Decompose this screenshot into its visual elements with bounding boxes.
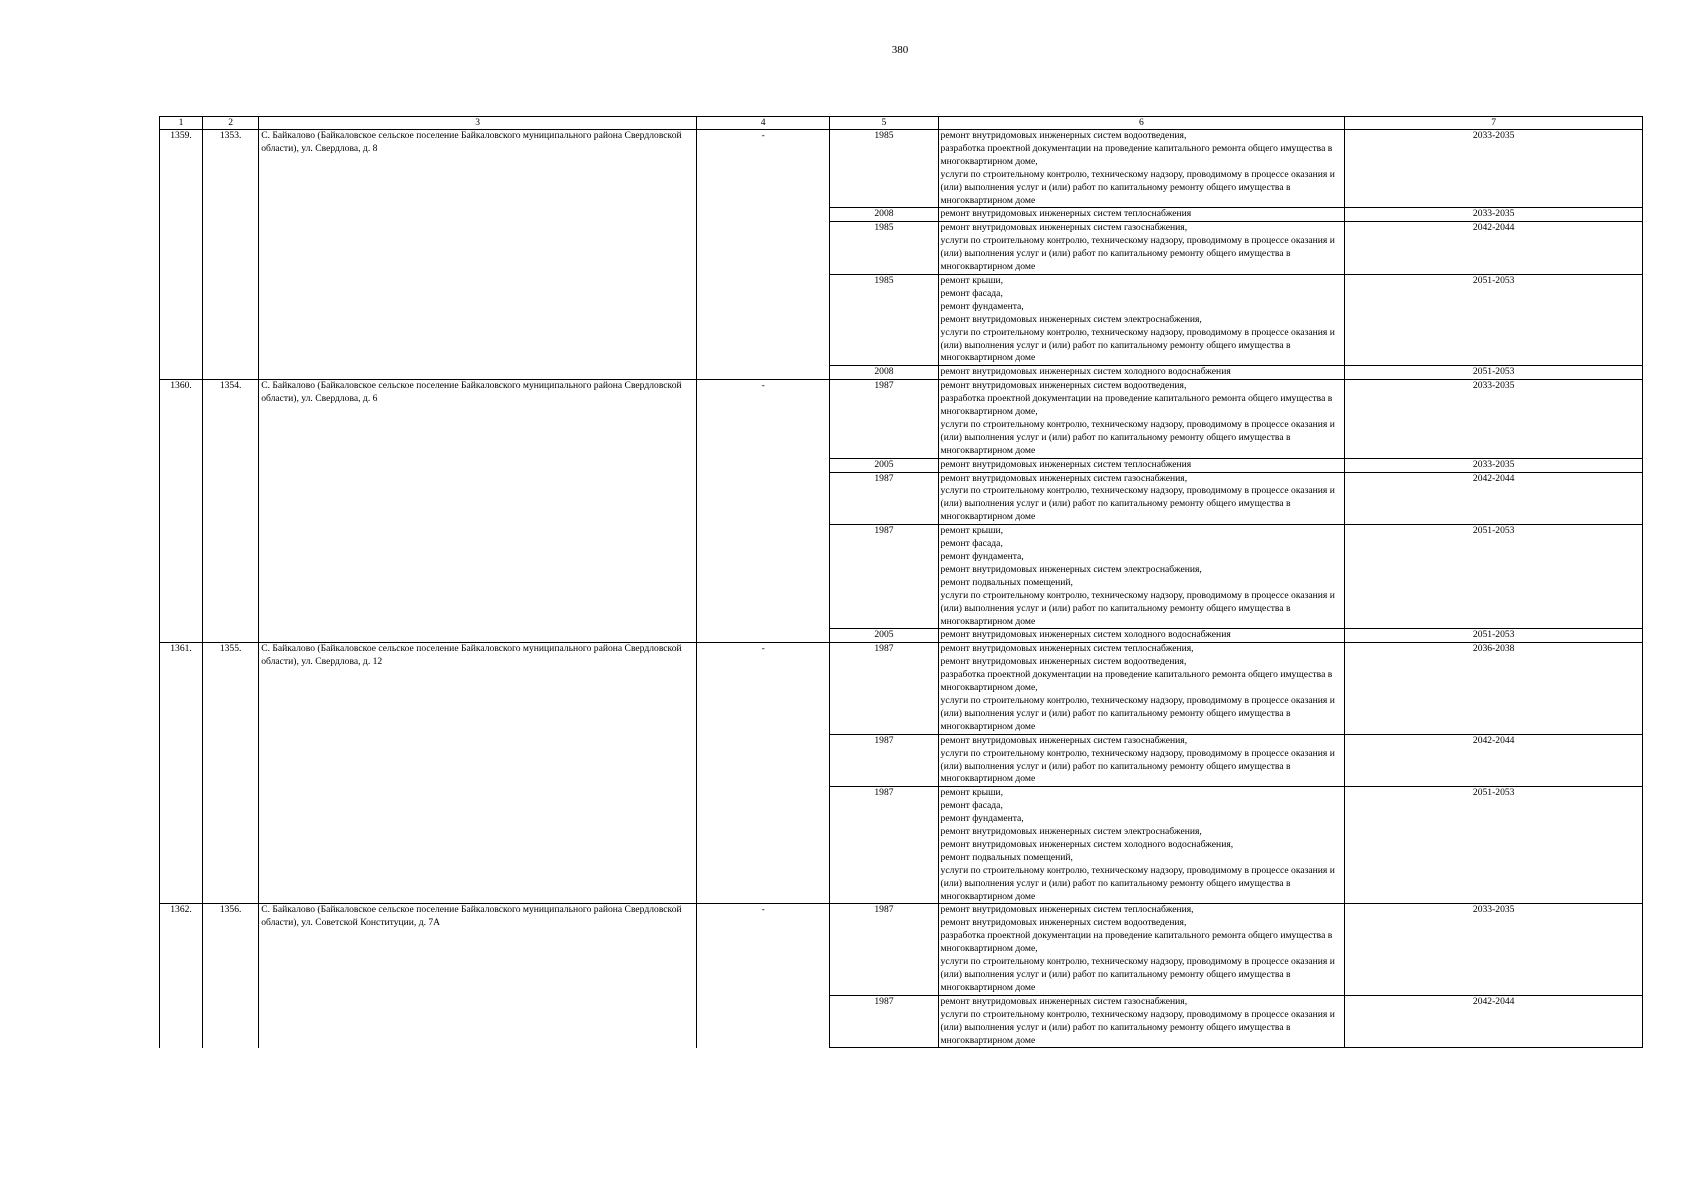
commission-year-cell: 1987 bbox=[830, 904, 938, 995]
column-number-header: 7 bbox=[1345, 117, 1643, 130]
column-4-cell: - bbox=[697, 380, 830, 643]
commission-year-cell: 1987 bbox=[830, 472, 938, 525]
register-number-cell: 1362. bbox=[160, 904, 203, 1048]
works-description-cell: ремонт внутридомовых инженерных систем холодного водоснабжения bbox=[938, 366, 1345, 380]
column-4-cell: - bbox=[697, 904, 830, 1048]
page-number: 380 bbox=[891, 44, 909, 56]
works-description-cell: ремонт внутридомовых инженерных систем газоснабжения, услуги по строительному контролю, техническому надзору, проводимому в процессе оказания и (или) выполнения услуг и (или) работ по капитальному ремонту общего имущества в многоквартирном доме bbox=[938, 472, 1345, 525]
address-cell: С. Байкалово (Байкаловское сельское поселение Байкаловского муниципального района Свердловской области), ул. Свердлова, д. 6 bbox=[259, 380, 697, 643]
commission-year-cell: 1987 bbox=[830, 525, 938, 629]
commission-year-cell: 1987 bbox=[830, 380, 938, 458]
address-cell: С. Байкалово (Байкаловское сельское поселение Байкаловского муниципального района Свердловской области), ул. Советской Конституции, д. 7А bbox=[259, 904, 697, 1048]
column-number-header: 6 bbox=[938, 117, 1345, 130]
register-row bbox=[160, 643, 1643, 734]
planned-period-cell: 2033-2035 bbox=[1345, 904, 1643, 995]
works-description-cell: ремонт крыши, ремонт фасада, ремонт фундамента, ремонт внутридомовых инженерных систем электроснабжения, услуги по строительному контролю, техническому надзору, проводимому в процессе оказания и (или) выполнения услуг и (или) работ по капитальному ремонту общего имущества в многоквартирном доме bbox=[938, 274, 1345, 365]
works-description-cell: ремонт внутридомовых инженерных систем теплоснабжения bbox=[938, 458, 1345, 472]
works-description-cell: ремонт внутридомовых инженерных систем теплоснабжения, ремонт внутридомовых инженерных систем водоотведения, разработка проектной документации на проведение капитального ремонта общего имущества в многоквартирном доме, услуги по строительному контролю, техническому надзору, проводимому в процессе оказания и (или) выполнения услуг и (или) работ по капитальному ремонту общего имущества в многоквартирном доме bbox=[938, 643, 1345, 734]
works-description-cell: ремонт внутридомовых инженерных систем холодного водоснабжения bbox=[938, 629, 1345, 643]
commission-year-cell: 1987 bbox=[830, 995, 938, 1048]
capital-repair-register-table bbox=[159, 116, 1643, 1048]
commission-year-cell: 1985 bbox=[830, 130, 938, 208]
planned-period-cell: 2033-2035 bbox=[1345, 208, 1643, 222]
planned-period-cell: 2051-2053 bbox=[1345, 787, 1643, 904]
register-row bbox=[160, 904, 1643, 995]
commission-year-cell: 1985 bbox=[830, 222, 938, 275]
works-description-cell: ремонт внутридомовых инженерных систем газоснабжения, услуги по строительному контролю, техническому надзору, проводимому в процессе оказания и (или) выполнения услуг и (или) работ по капитальному ремонту общего имущества в многоквартирном доме bbox=[938, 734, 1345, 787]
planned-period-cell: 2042-2044 bbox=[1345, 995, 1643, 1048]
column-number-header: 4 bbox=[697, 117, 830, 130]
register-row bbox=[160, 130, 1643, 208]
local-number-cell: 1355. bbox=[203, 643, 259, 904]
commission-year-cell: 2008 bbox=[830, 366, 938, 380]
planned-period-cell: 2033-2035 bbox=[1345, 130, 1643, 208]
planned-period-cell: 2051-2053 bbox=[1345, 274, 1643, 365]
register-row bbox=[160, 380, 1643, 458]
commission-year-cell: 1985 bbox=[830, 274, 938, 365]
local-number-cell: 1354. bbox=[203, 380, 259, 643]
works-description-cell: ремонт внутридомовых инженерных систем теплоснабжения bbox=[938, 208, 1345, 222]
column-4-cell: - bbox=[697, 130, 830, 380]
planned-period-cell: 2042-2044 bbox=[1345, 222, 1643, 275]
planned-period-cell: 2051-2053 bbox=[1345, 366, 1643, 380]
planned-period-cell: 2051-2053 bbox=[1345, 629, 1643, 643]
commission-year-cell: 1987 bbox=[830, 734, 938, 787]
column-number-header: 5 bbox=[830, 117, 938, 130]
commission-year-cell: 1987 bbox=[830, 787, 938, 904]
commission-year-cell: 2008 bbox=[830, 208, 938, 222]
works-description-cell: ремонт крыши, ремонт фасада, ремонт фундамента, ремонт внутридомовых инженерных систем электроснабжения, ремонт подвальных помещений, услуги по строительному контролю, техническому надзору, проводимому в процессе оказания и (или) выполнения услуг и (или) работ по капитальному ремонту общего имущества в многоквартирном доме bbox=[938, 525, 1345, 629]
commission-year-cell: 2005 bbox=[830, 458, 938, 472]
column-number-header: 3 bbox=[259, 117, 697, 130]
works-description-cell: ремонт внутридомовых инженерных систем водоотведения, разработка проектной документации на проведение капитального ремонта общего имущества в многоквартирном доме, услуги по строительному контролю, техническому надзору, проводимому в процессе оказания и (или) выполнения услуг и (или) работ по капитальному ремонту общего имущества в многоквартирном доме bbox=[938, 130, 1345, 208]
address-cell: С. Байкалово (Байкаловское сельское поселение Байкаловского муниципального района Свердловской области), ул. Свердлова, д. 8 bbox=[259, 130, 697, 380]
column-number-header: 1 bbox=[160, 117, 203, 130]
planned-period-cell: 2042-2044 bbox=[1345, 734, 1643, 787]
commission-year-cell: 1987 bbox=[830, 643, 938, 734]
column-number-header: 2 bbox=[203, 117, 259, 130]
planned-period-cell: 2051-2053 bbox=[1345, 525, 1643, 629]
works-description-cell: ремонт внутридомовых инженерных систем газоснабжения, услуги по строительному контролю, техническому надзору, проводимому в процессе оказания и (или) выполнения услуг и (или) работ по капитальному ремонту общего имущества в многоквартирном доме bbox=[938, 222, 1345, 275]
column-number-header-row bbox=[160, 117, 1643, 130]
local-number-cell: 1353. bbox=[203, 130, 259, 380]
register-table-body bbox=[160, 117, 1643, 1048]
column-4-cell: - bbox=[697, 643, 830, 904]
local-number-cell: 1356. bbox=[203, 904, 259, 1048]
works-description-cell: ремонт внутридомовых инженерных систем теплоснабжения, ремонт внутридомовых инженерных систем водоотведения, разработка проектной документации на проведение капитального ремонта общего имущества в многоквартирном доме, услуги по строительному контролю, техническому надзору, проводимому в процессе оказания и (или) выполнения услуг и (или) работ по капитальному ремонту общего имущества в многоквартирном доме bbox=[938, 904, 1345, 995]
works-description-cell: ремонт крыши, ремонт фасада, ремонт фундамента, ремонт внутридомовых инженерных систем электроснабжения, ремонт внутридомовых инженерных систем холодного водоснабжения, ремонт подвальных помещений, услуги по строительному контролю, техническому надзору, проводимому в процессе оказания и (или) выполнения услуг и (или) работ по капитальному ремонту общего имущества в многоквартирном доме bbox=[938, 787, 1345, 904]
address-cell: С. Байкалово (Байкаловское сельское поселение Байкаловского муниципального района Свердловской области), ул. Свердлова, д. 12 bbox=[259, 643, 697, 904]
planned-period-cell: 2033-2035 bbox=[1345, 458, 1643, 472]
register-number-cell: 1360. bbox=[160, 380, 203, 643]
planned-period-cell: 2033-2035 bbox=[1345, 380, 1643, 458]
register-number-cell: 1361. bbox=[160, 643, 203, 904]
planned-period-cell: 2042-2044 bbox=[1345, 472, 1643, 525]
works-description-cell: ремонт внутридомовых инженерных систем водоотведения, разработка проектной документации на проведение капитального ремонта общего имущества в многоквартирном доме, услуги по строительному контролю, техническому надзору, проводимому в процессе оказания и (или) выполнения услуг и (или) работ по капитальному ремонту общего имущества в многоквартирном доме bbox=[938, 380, 1345, 458]
works-description-cell: ремонт внутридомовых инженерных систем газоснабжения, услуги по строительному контролю, техническому надзору, проводимому в процессе оказания и (или) выполнения услуг и (или) работ по капитальному ремонту общего имущества в многоквартирном доме bbox=[938, 995, 1345, 1048]
register-number-cell: 1359. bbox=[160, 130, 203, 380]
commission-year-cell: 2005 bbox=[830, 629, 938, 643]
planned-period-cell: 2036-2038 bbox=[1345, 643, 1643, 734]
